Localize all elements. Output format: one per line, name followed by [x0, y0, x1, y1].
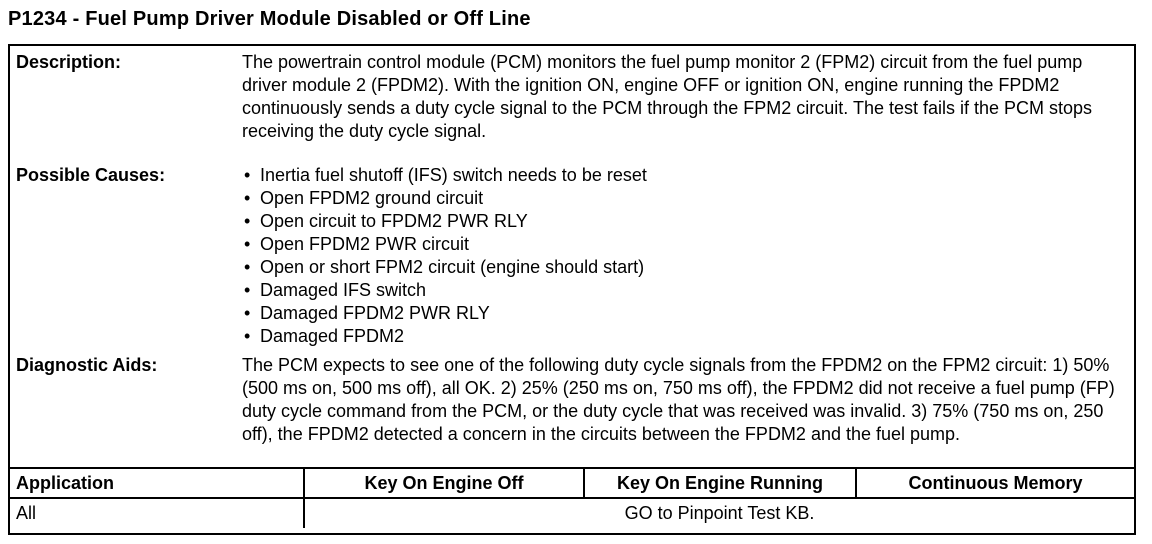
page-title: P1234 - Fuel Pump Driver Module Disabled or Off Line: [8, 8, 531, 30]
list-item: • Damaged IFS switch: [242, 279, 1128, 302]
list-item: • Open FPDM2 ground circuit: [242, 187, 1128, 210]
cell-application: All: [10, 498, 304, 528]
possible-causes-label: Possible Causes:: [16, 165, 166, 185]
table-header-row: [10, 468, 1134, 498]
diagnostic-aids-label: Diagnostic Aids:: [16, 355, 158, 375]
possible-causes-list: [242, 164, 1128, 348]
list-item: • Open circuit to FPDM2 PWR RLY: [242, 210, 1128, 233]
table-row: [10, 498, 1134, 528]
header-key-on-engine-running: Key On Engine Running: [584, 468, 856, 498]
dtc-frame: [8, 44, 1136, 535]
list-item: • Damaged FPDM2 PWR RLY: [242, 302, 1128, 325]
header-continuous-memory: Continuous Memory: [856, 468, 1134, 498]
header-application: Application: [10, 468, 304, 498]
application-table: [10, 467, 1134, 528]
header-key-on-engine-off: Key On Engine Off: [304, 468, 584, 498]
list-item: • Open or short FPM2 circuit (engine should start): [242, 256, 1128, 279]
possible-causes-section: [10, 159, 1134, 349]
list-item: • Damaged FPDM2: [242, 325, 1128, 348]
description-text: The powertrain control module (PCM) monitors the fuel pump monitor 2 (FPM2) circuit from the fuel pump driver module 2 (FPDM2). With the ignition ON, engine OFF or ignition ON, engine running the FPDM2 continuously sends a duty cycle signal to the PCM through the FPM2 circuit. The test fails if the PCM stops receiving the duty cycle signal.: [242, 52, 1093, 141]
possible-causes-body: [234, 159, 1134, 349]
description-section: [10, 46, 1134, 159]
diagnostic-aids-section: [10, 349, 1134, 465]
cell-action: GO to Pinpoint Test KB.: [304, 498, 1134, 528]
diagnostic-aids-text: The PCM expects to see one of the following duty cycle signals from the FPDM2 on the FPM2 circuit: 1) 50% (500 ms on, 500 ms off), all OK. 2) 25% (250 ms on, 750 ms off), the FPDM2 did not receive a fuel pump (FP) duty cycle command from the PCM, or the duty cycle that was received was invalid. 3) 75% (750 ms on, 250 off), the FPDM2 detected a concern in the circuits between the FPDM2 and the fuel pump.: [242, 355, 1115, 444]
description-label: Description:: [16, 52, 122, 72]
list-item: • Open FPDM2 PWR circuit: [242, 233, 1128, 256]
list-item: • Inertia fuel shutoff (IFS) switch needs to be reset: [242, 164, 1128, 187]
